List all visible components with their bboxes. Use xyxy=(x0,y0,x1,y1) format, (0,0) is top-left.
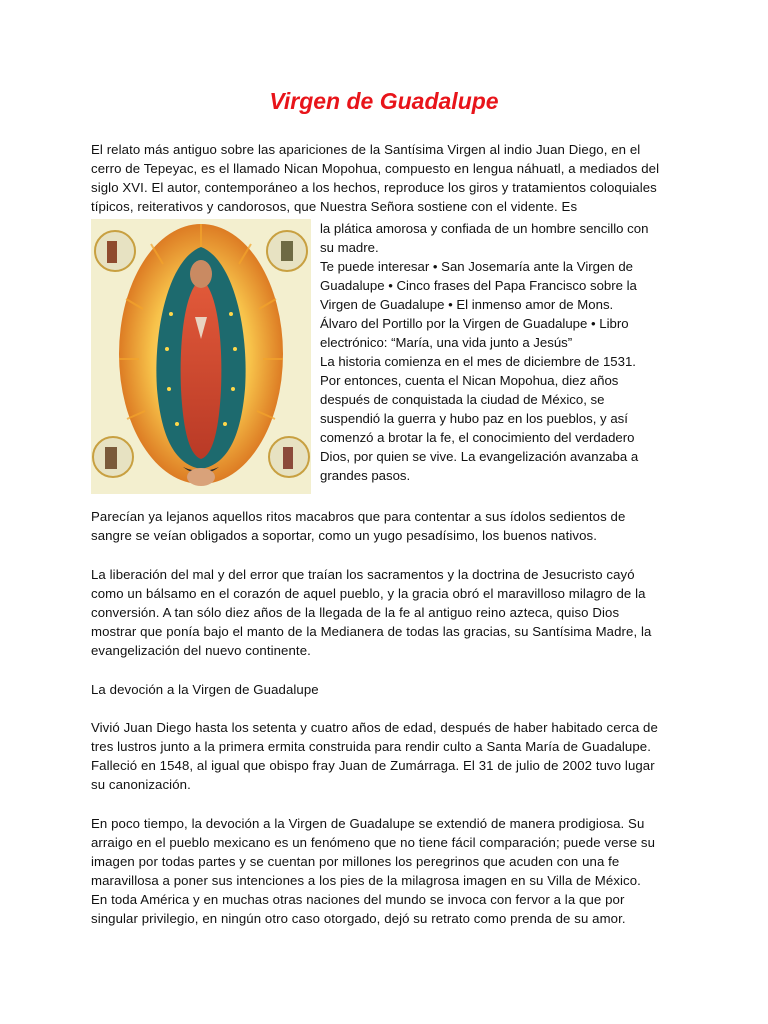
side-line: después de conquistada la ciudad de México, se xyxy=(320,392,605,407)
side-line: su madre. xyxy=(320,240,379,255)
side-line: la plática amorosa y confiada de un hombre sencillo con xyxy=(320,221,649,236)
paragraph-2: Parecían ya lejanos aquellos ritos macabros que para contentar a sus ídolos sedientos de sangre se veían obligados a soportar, como un yugo pesadísimo, los buenos nativos. xyxy=(91,509,626,544)
side-line: Guadalupe • Cinco frases del Papa Francisco sobre la xyxy=(320,278,637,293)
side-line: electrónico: “María, una vida junto a Jesús” xyxy=(320,335,573,350)
side-line: Te puede interesar • San Josemaría ante la Virgen de xyxy=(320,259,634,274)
side-line: grandes pasos. xyxy=(320,468,411,483)
side-line: Álvaro del Portillo por la Virgen de Guadalupe • Libro xyxy=(320,316,629,331)
virgin-of-guadalupe-image xyxy=(91,219,311,494)
side-line: Dios, por quien se vive. La evangelización avanzaba a xyxy=(320,449,639,464)
section-heading: La devoción a la Virgen de Guadalupe xyxy=(91,682,319,697)
side-line: suspendió la guerra y hubo paz en los pueblos, y así xyxy=(320,411,628,426)
paragraph-5: En poco tiempo, la devoción a la Virgen de Guadalupe se extendió de manera prodigiosa. Su arraigo en el pueblo mexicano es un fenómeno que no tiene fácil comparación; puede verse su imagen por todas partes y se cuentan por millones los peregrinos que acuden con una fe maravillosa a poner sus intenciones a los pies de la milagrosa imagen en su Villa de México. En toda América y en muchas otras naciones del mundo se invoca con fervor a la que por singular privilegio, en ningún otro caso otorgado, dejó su retrato como prenda de su amor. xyxy=(91,816,656,927)
side-line: La historia comienza en el mes de diciembre de 1531. xyxy=(320,354,636,369)
page-title: Virgen de Guadalupe xyxy=(269,88,499,114)
paragraph-4: Vivió Juan Diego hasta los setenta y cuatro años de edad, después de haber habitado cerca de tres lustros junto a la primera ermita construida para rendir culto a Santa María de Guadalupe. Falleció en 1548, al igual que obispo fray Juan de Zumárraga. El 31 de julio de 2002 tuvo lugar su canonización. xyxy=(91,720,658,793)
guadalupe-illustration xyxy=(91,219,311,494)
intro-paragraph: El relato más antiguo sobre las apariciones de la Santísima Virgen al indio Juan Diego, en el cerro de Tepeyac, es el llamado Nican Mopohua, compuesto en lengua náhuatl, a mediados del siglo XVI. El autor, contemporáneo a los hechos, reproduce los giros y tratamientos coloquiales típicos, reiterativos y candorosos, que Nuestra Señora sostiene con el vidente. Es xyxy=(91,142,660,215)
side-line: comenzó a brotar la fe, el conocimiento del verdadero xyxy=(320,430,635,445)
side-line: Virgen de Guadalupe • El inmenso amor de Mons. xyxy=(320,297,614,312)
paragraph-3: La liberación del mal y del error que traían los sacramentos y la doctrina de Jesucristo cayó como un bálsamo en el corazón de aquel pueblo, y la gracia obró el maravilloso milagro de la conversión. A tan sólo diez años de la llegada de la fe al antiguo reino azteca, quiso Dios mostrar que ponía bajo el manto de la Medianera de todas las gracias, su Santísima Madre, la evangelización del nuevo continente. xyxy=(91,567,652,659)
side-line: Por entonces, cuenta el Nican Mopohua, diez años xyxy=(320,373,619,388)
